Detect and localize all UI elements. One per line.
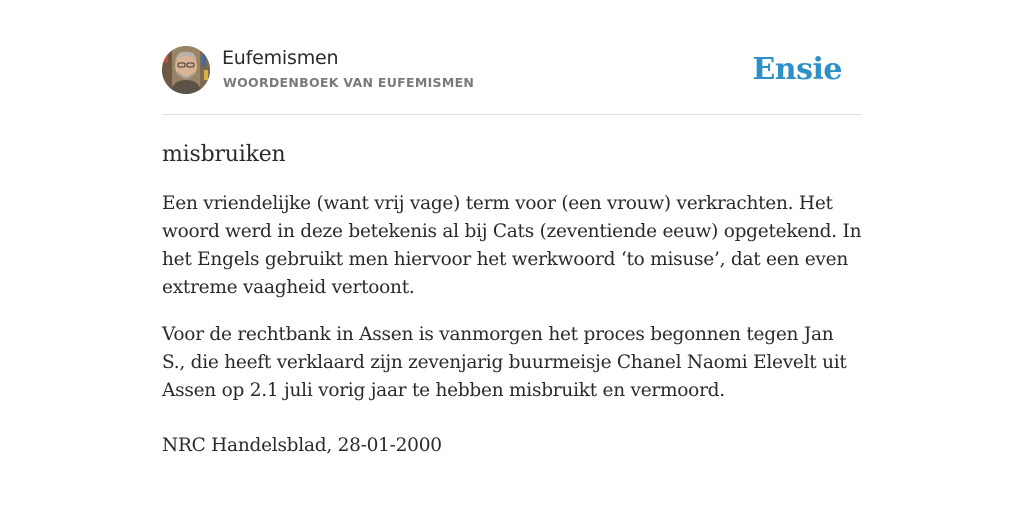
avatar-portrait-icon bbox=[162, 46, 210, 94]
entry-source: NRC Handelsblad, 28-01-2000 bbox=[162, 435, 442, 456]
entry-title: misbruiken bbox=[162, 142, 286, 167]
brand-logo[interactable]: Ensie bbox=[752, 52, 842, 87]
author-avatar[interactable] bbox=[162, 46, 210, 94]
author-subtitle[interactable]: WOORDENBOEK VAN EUFEMISMEN bbox=[223, 75, 475, 90]
author-name[interactable]: Eufemismen bbox=[222, 47, 339, 69]
entry-paragraph: Een vriendelijke (want vrij vage) term voor (een vrouw) verkrachten. Het woord werd in deze betekenis al bij Cats (zeventiende eeuw) opgetekend. In het Engels gebruikt men hiervoor het werkwoord ‘to misuse’, dat een even extreme vaagheid vertoont. bbox=[162, 193, 862, 298]
header bbox=[162, 46, 862, 115]
entry-paragraph: Voor de rechtbank in Assen is vanmorgen het proces begonnen tegen Jan S., die heeft verklaard zijn zevenjarig buurmeisje Chanel Naomi Elevelt uit Assen op 2.1 juli vorig jaar te hebben misbruikt en vermoord. bbox=[162, 324, 847, 401]
entry-card bbox=[162, 46, 862, 460]
entry-body bbox=[162, 190, 862, 405]
